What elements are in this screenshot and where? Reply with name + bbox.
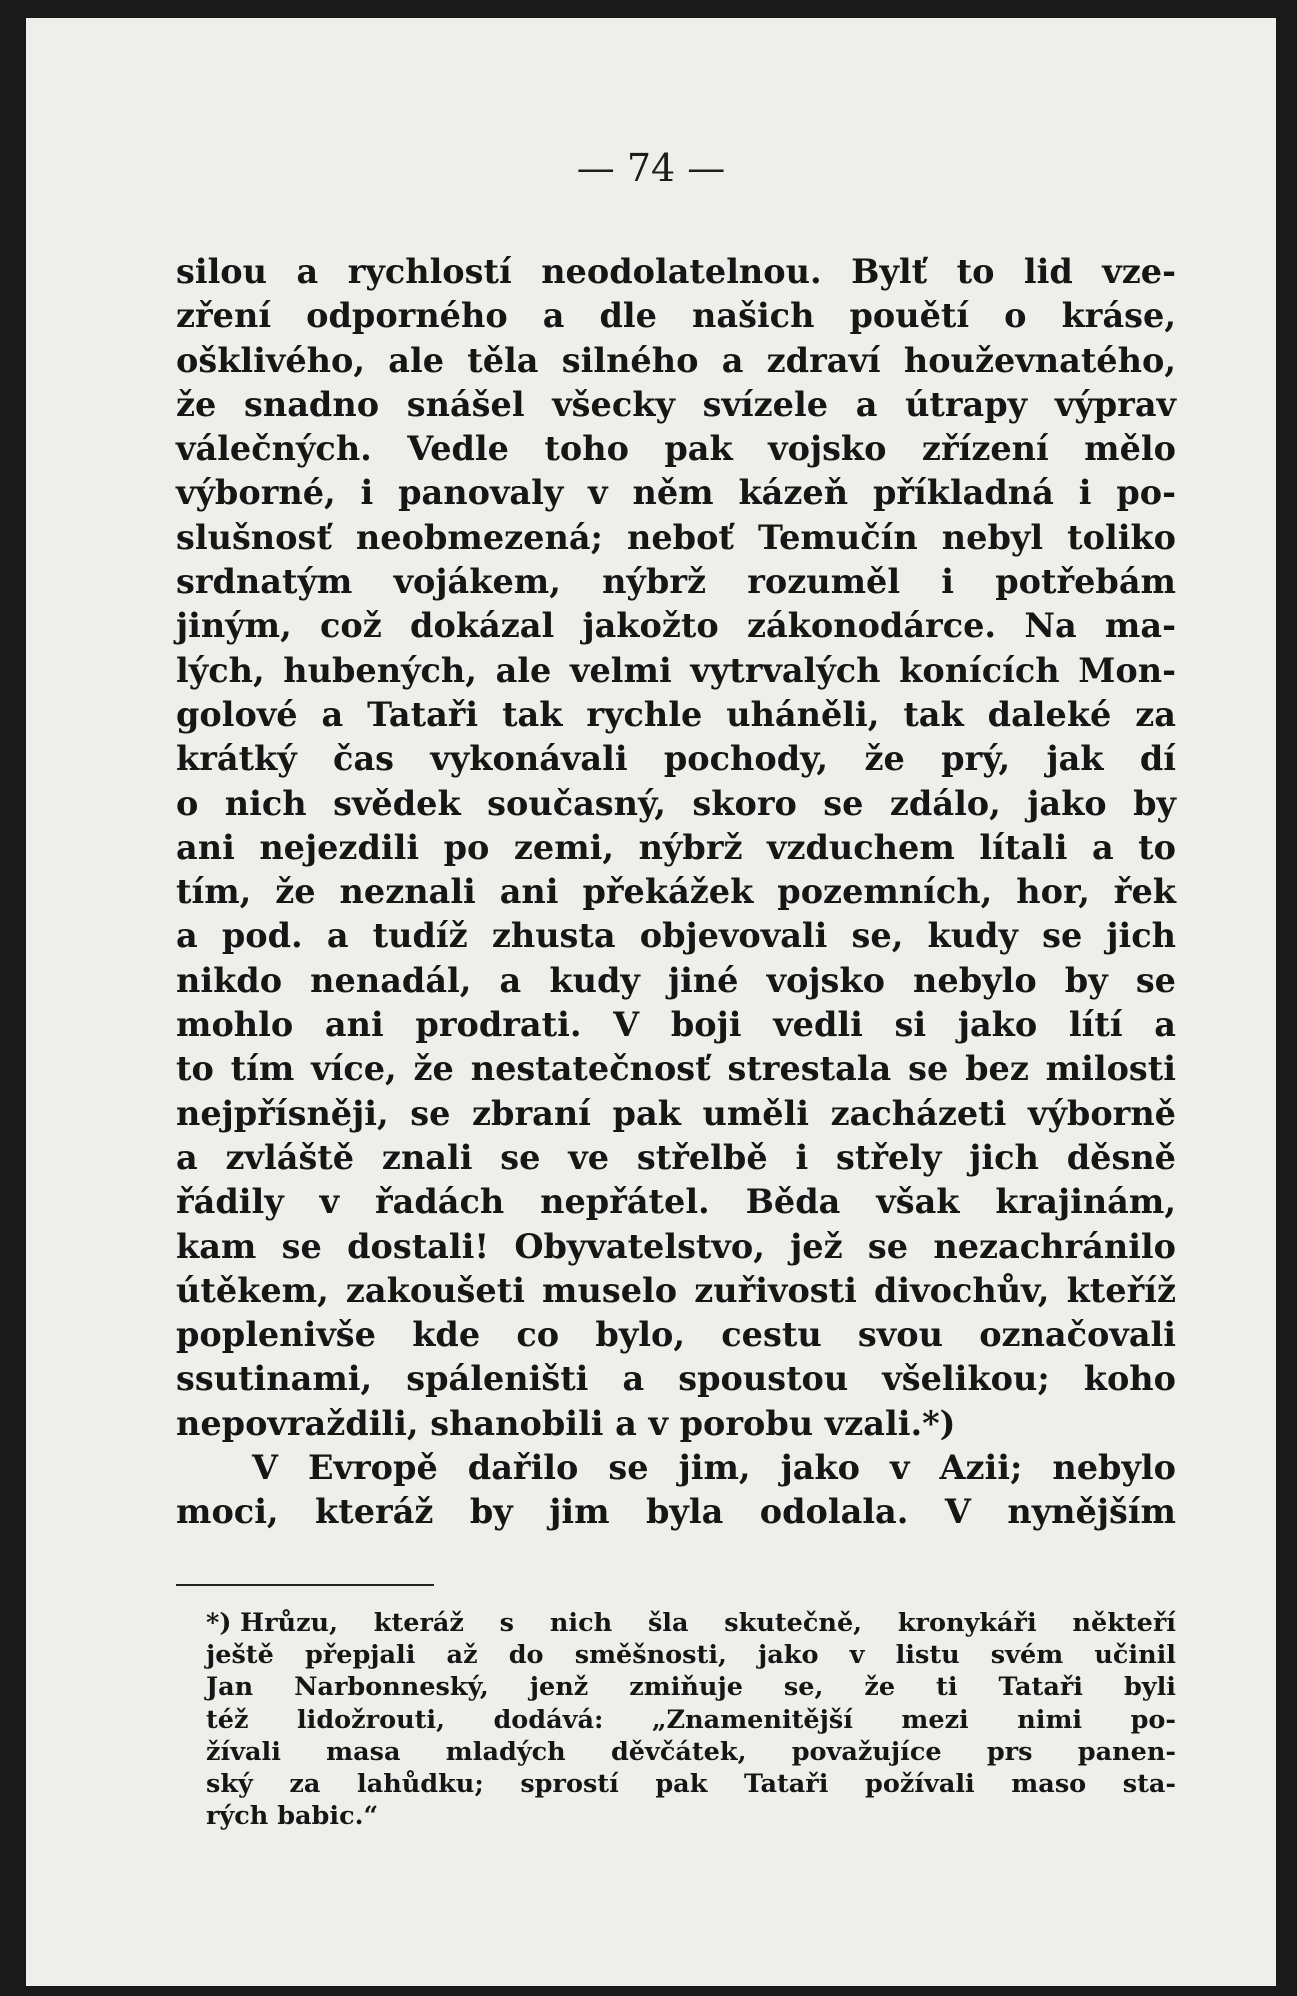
text-line: ani nejezdili po zemi, nýbrž vzduchem lítali a to — [176, 827, 1176, 867]
footnote-line — [206, 1607, 1176, 1639]
footnote-divider — [176, 1584, 434, 1586]
text-line: ošklivého, ale těla silného a zdraví houževnatého, — [176, 340, 1176, 380]
footnote-marker: *) — [206, 1608, 232, 1638]
page-number: — 74 — — [576, 146, 726, 190]
text-line: výborné, i panovaly v něm kázeň příkladná i po- — [176, 473, 1176, 513]
text-line: krátký čas vykonávali pochody, že prý, jak dí — [176, 739, 1176, 779]
book-page — [26, 18, 1276, 1986]
text-line: poplenivše kde co bylo, cestu svou označovali — [176, 1315, 1176, 1355]
text-line: a pod. a tudíž zhusta objevovali se, kudy se jich — [176, 916, 1176, 956]
text-line: útěkem, zakoušeti muselo zuřivosti divochův, kteříž — [176, 1270, 1176, 1310]
text-line: o nich svědek současný, skoro se zdálo, jako by — [176, 783, 1176, 823]
text-line: silou a rychlostí neodolatelnou. Bylť to lid vze- — [176, 252, 1176, 291]
text-line: jiným, což dokázal jakožto zákonodárce. Na ma- — [176, 606, 1176, 646]
text-line: ssutinami, spáleništi a spoustou všelikou; koho — [176, 1359, 1176, 1399]
text-line: to tím více, že nestatečnosť strestala se bez milosti — [176, 1049, 1176, 1089]
footnote-line: též lidožrouti, dodává: „Znamenitější mezi nimi po- — [206, 1704, 1176, 1735]
text-line: moci, kteráž by jim byla odolala. V nynějším — [176, 1492, 1176, 1532]
text-line: slušnosť neobmezená; neboť Temučín nebyl toliko — [176, 517, 1176, 557]
text-line: srdnatým vojákem, nýbrž rozuměl i potřebám — [176, 562, 1176, 602]
footnote-line: Jan Narbonneský, jenž zmiňuje se, že ti Tataři byli — [206, 1672, 1176, 1703]
footnote-line: žívali masa mladých děvčátek, považujíce prs panen- — [206, 1736, 1176, 1767]
text-line-paragraph-end: nepovraždili, shanobili a v porobu vzali.*) — [176, 1403, 956, 1443]
text-line: kam se dostali! Obyvatelstvo, jež se nezachránilo — [176, 1226, 1176, 1266]
footnote-line-text: Hrůzu, kteráž s nich šla skutečně, kronykáři někteří — [240, 1608, 1176, 1638]
text-line: zření odporného a dle našich pouětí o kráse, — [176, 296, 1176, 336]
text-line: lých, hubených, ale velmi vytrvalých konících Mon- — [176, 650, 1176, 690]
text-line: válečných. Vedle toho pak vojsko zřízení mělo — [176, 429, 1176, 469]
text-line: tím, že neznali ani překážek pozemních, hor, řek — [176, 872, 1176, 912]
text-line: a zvláště znali se ve střelbě i střely jich děsně — [176, 1137, 1176, 1177]
text-line: řádily v řadách nepřátel. Běda však krajinám, — [176, 1182, 1176, 1222]
footnote-line: ještě přepjali až do směšnosti, jako v listu svém učinil — [206, 1640, 1176, 1671]
text-line: nikdo nenadál, a kudy jiné vojsko nebylo by se — [176, 960, 1176, 1000]
body-text — [176, 250, 1176, 1535]
text-line-paragraph-start: V Evropě dařilo se jim, jako v Azii; nebylo — [252, 1448, 1176, 1488]
text-line: mohlo ani prodrati. V boji vedli si jako lítí a — [176, 1005, 1176, 1045]
text-line: nejpřísněji, se zbraní pak uměli zacházeti výborně — [176, 1093, 1176, 1133]
footnote-line: ský za lahůdku; sprostí pak Tataři požívali maso sta- — [206, 1769, 1176, 1800]
text-line: že snadno snášel všecky svízele a útrapy výprav — [176, 384, 1176, 424]
footnote — [206, 1607, 1176, 1832]
footnote-line: rých babic.“ — [206, 1801, 379, 1832]
text-line: golové a Tataři tak rychle uháněli, tak daleké za — [176, 694, 1176, 734]
